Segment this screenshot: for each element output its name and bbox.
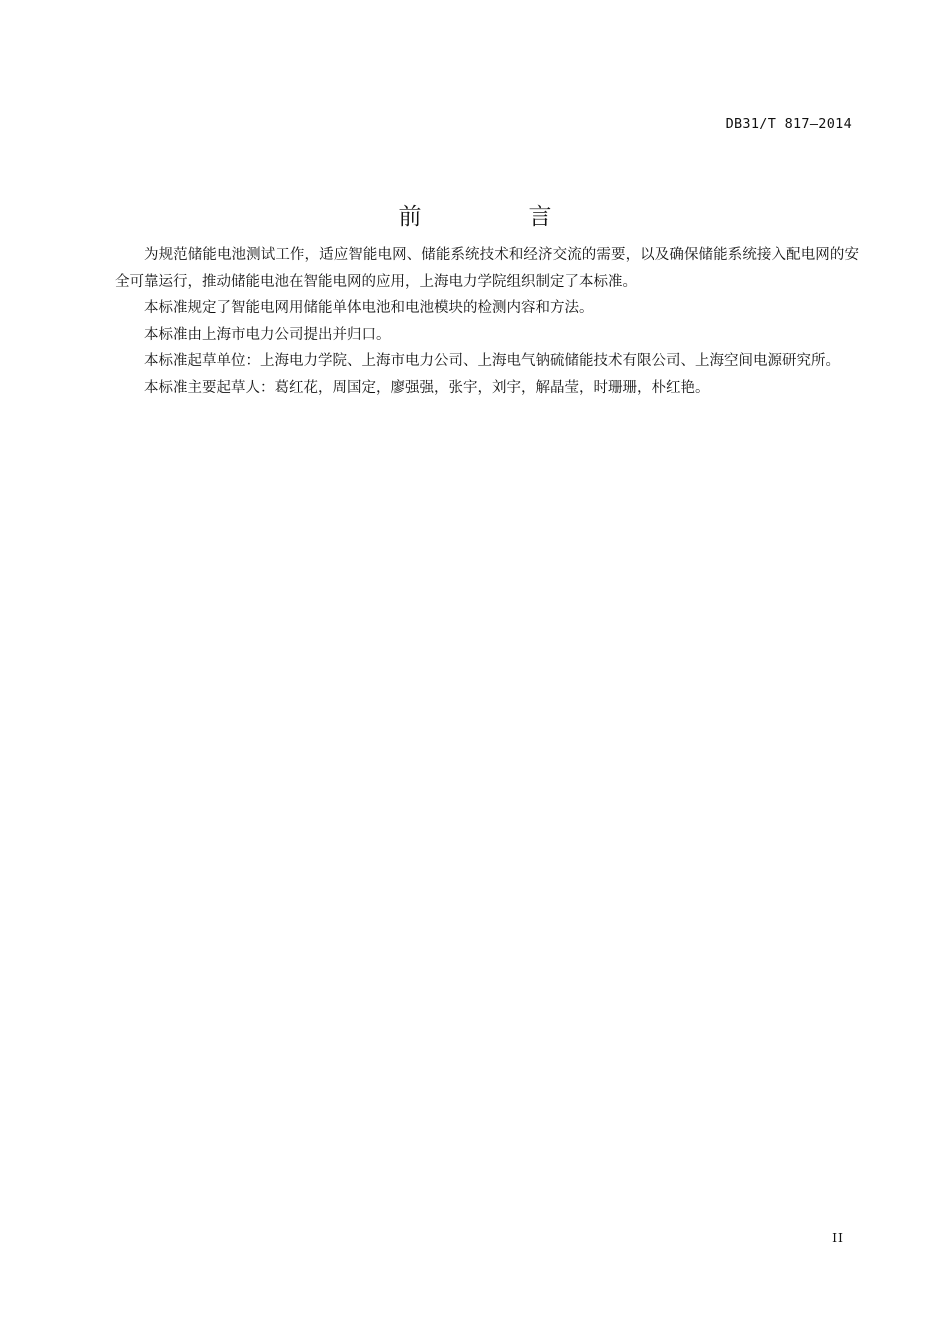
page-title: 前 言: [398, 204, 594, 230]
paragraph-scope: 本标准规定了智能电网用储能单体电池和电池模块的检测内容和方法。: [144, 300, 594, 316]
paragraph-drafters: 本标准主要起草人：葛红花，周国定，廖强强，张宇，刘宇，解晶莹，时珊珊，朴红艳。: [144, 379, 710, 396]
paragraph-drafting-units: 本标准起草单位：上海电力学院、上海市电力公司、上海电气钠硫储能技术有限公司、上海空间电源研究所。: [144, 353, 840, 369]
page-number: II: [832, 1230, 844, 1245]
document-code: DB31/T 817—2014: [725, 116, 852, 132]
paragraph-proposer: 本标准由上海市电力公司提出并归口。: [144, 326, 391, 343]
preface-body: [115, 242, 859, 401]
paragraph-purpose: 为规范储能电池测试工作，适应智能电网、储能系统技术和经济交流的需要，以及确保储能系统接入配电网的安全可靠运行，推动储能电池在智能电网的应用，上海电力学院组织制定了本标准。: [115, 247, 859, 290]
